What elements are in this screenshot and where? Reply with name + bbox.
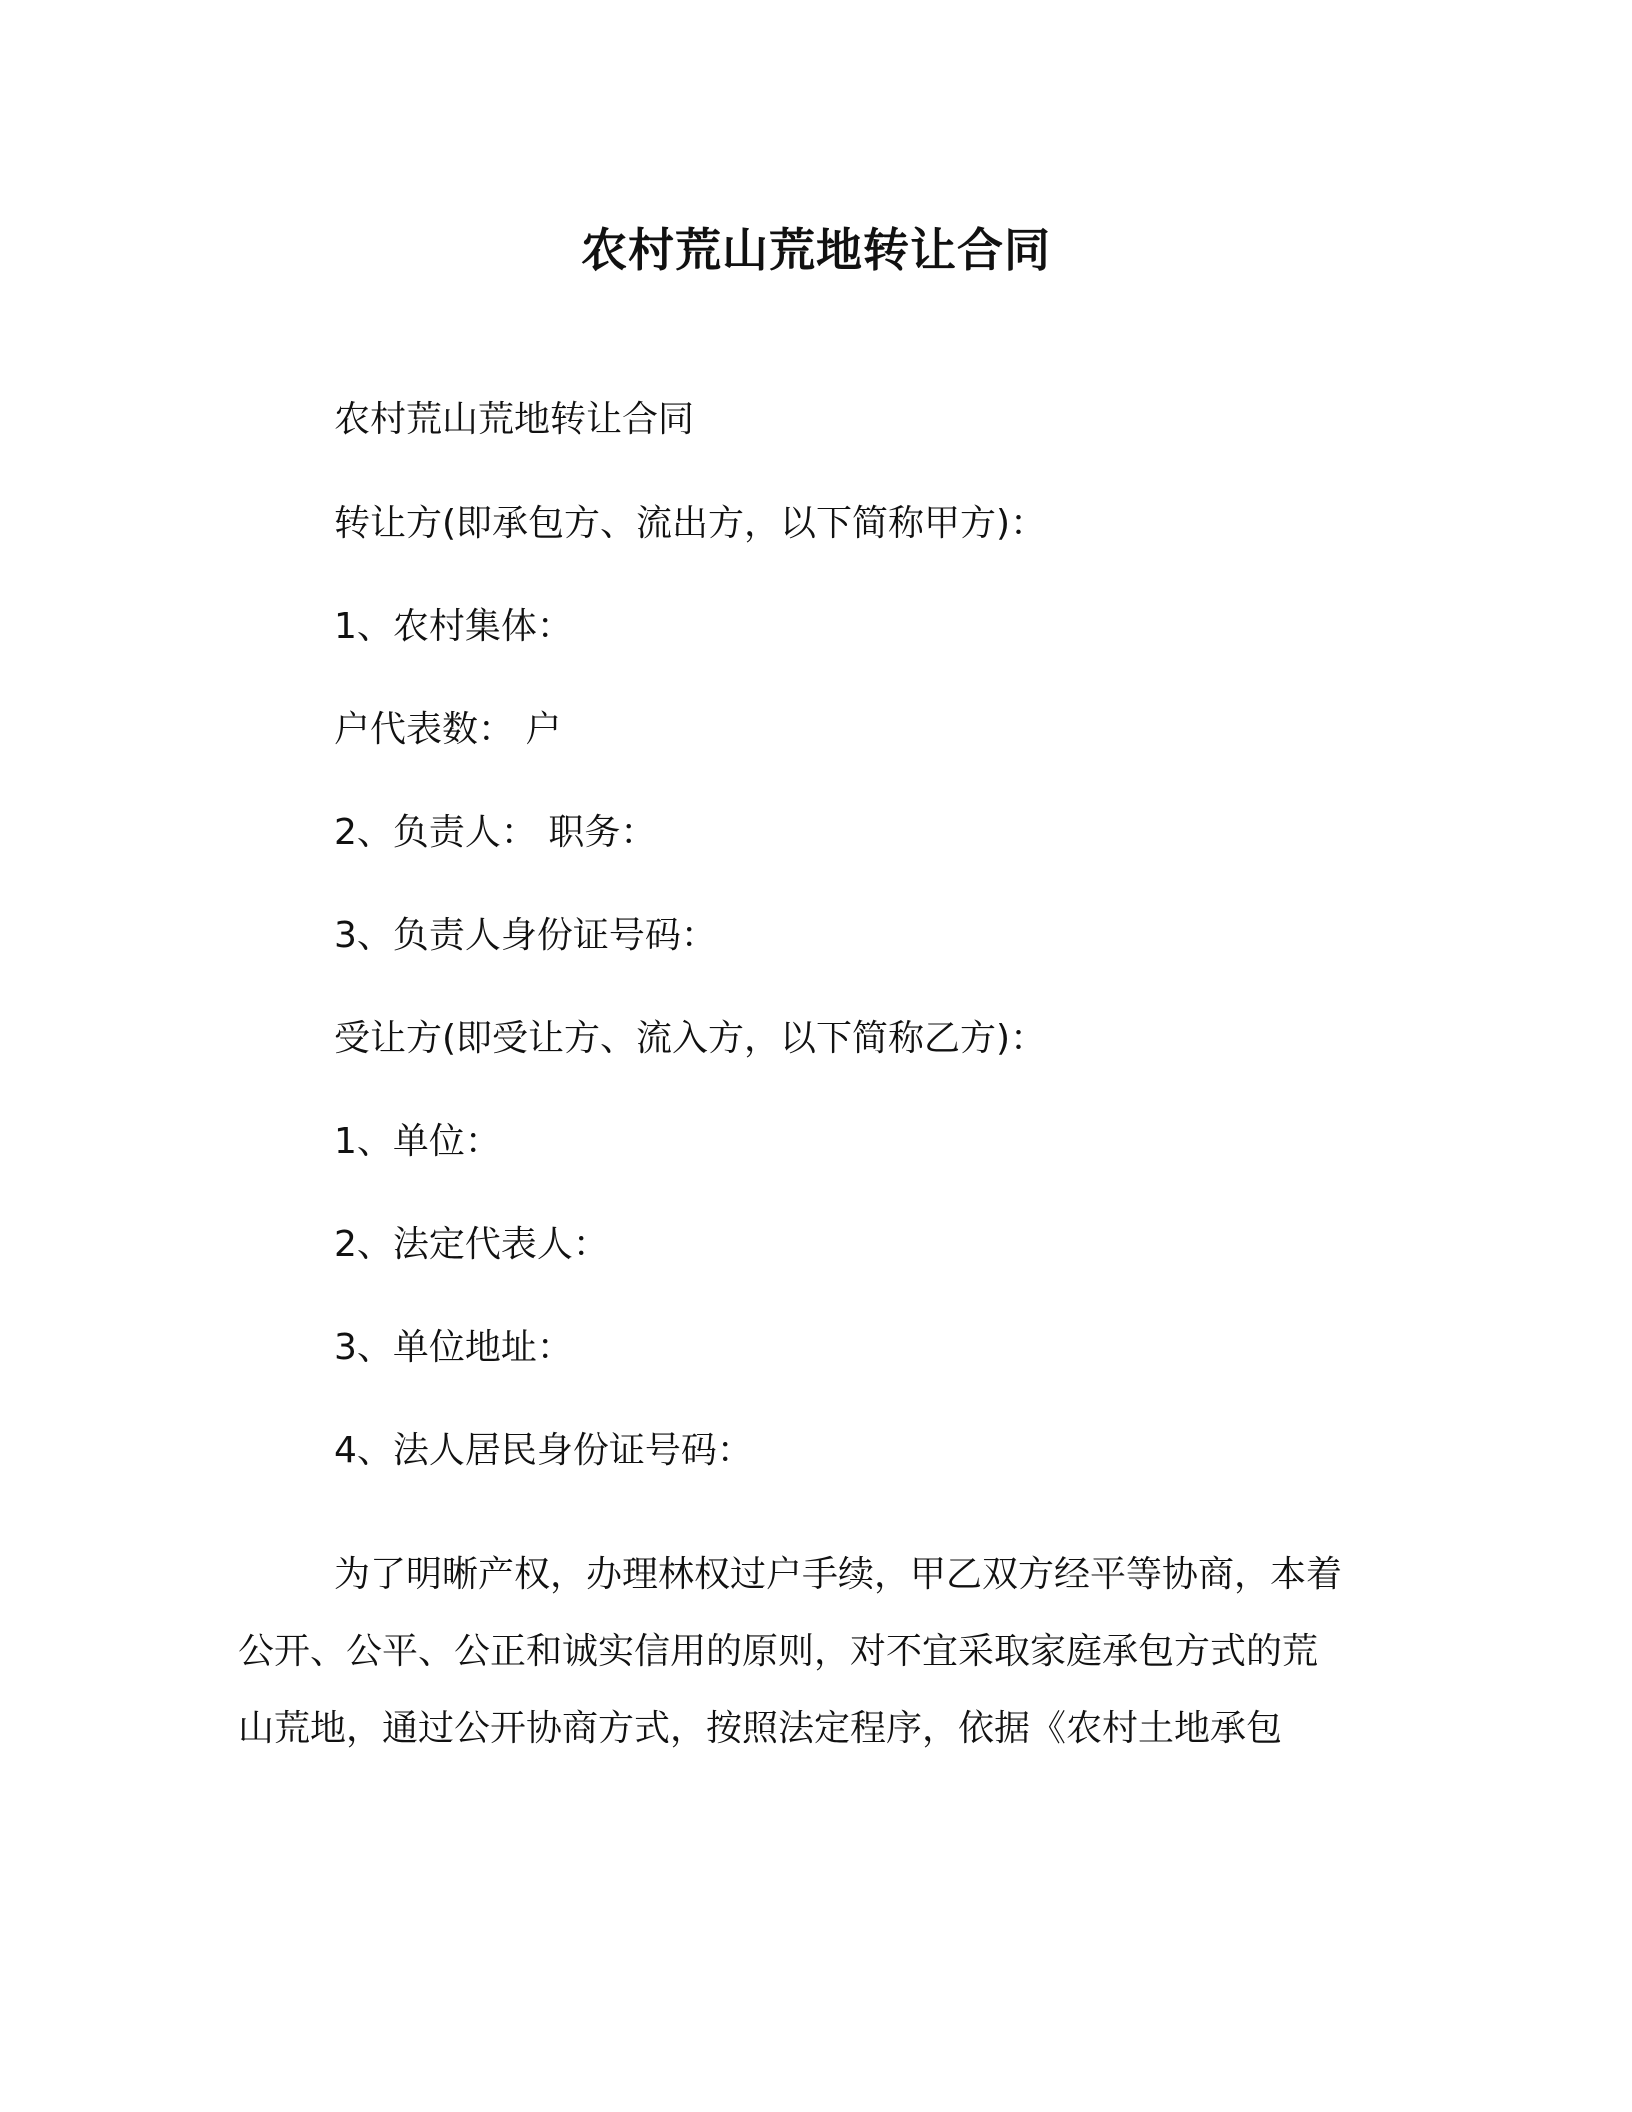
transferor-id-number: 3、负责人身份证号码： [334, 915, 717, 956]
transferee-heading: 受让方(即受让方、流入方，以下简称乙方)： [334, 1018, 1047, 1059]
paragraph-line: 公开、公平、公正和诚实信用的原则，对不宜采取家庭承包方式的荒 [238, 1631, 1319, 1672]
transferee-legal-representative: 2、法定代表人： [334, 1224, 609, 1265]
preamble-paragraph [238, 1536, 1388, 1767]
transferee-id-number: 4、法人居民身份证号码： [334, 1430, 753, 1471]
transferor-household-count: 户代表数： 户 [334, 709, 562, 750]
paragraph-line: 山荒地，通过公开协商方式，按照法定程序，依据《农村土地承包 [238, 1708, 1283, 1749]
document-title: 农村荒山荒地转让合同 [581, 223, 1051, 277]
paragraph-line: 为了明晰产权，办理林权过户手续，甲乙双方经平等协商，本着 [334, 1554, 1343, 1595]
subtitle-line: 农村荒山荒地转让合同 [334, 399, 695, 440]
transferor-collective: 1、农村集体： [334, 606, 573, 647]
transferor-heading: 转让方(即承包方、流出方，以下简称甲方)： [334, 503, 1047, 544]
transferor-responsible-person: 2、负责人： 职务： [334, 812, 657, 853]
transferee-address: 3、单位地址： [334, 1327, 573, 1368]
transferee-unit: 1、单位： [334, 1121, 501, 1162]
